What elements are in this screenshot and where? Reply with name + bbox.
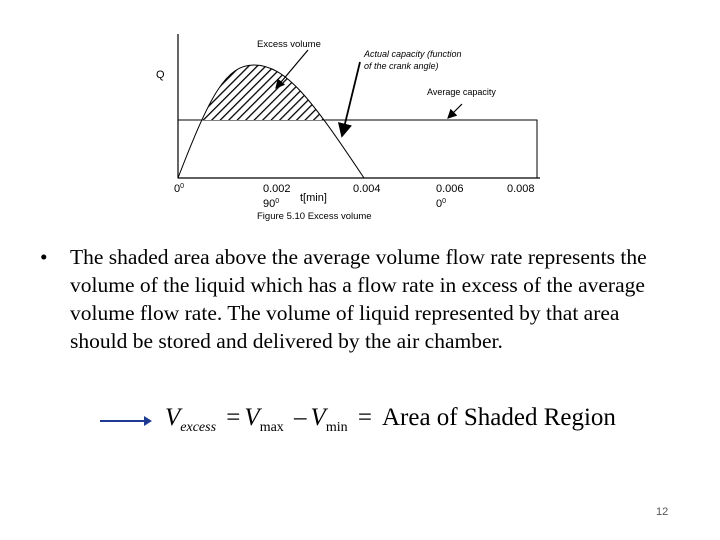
excess-volume-formula bbox=[100, 400, 660, 444]
tick-label-0.004: 0.004 bbox=[353, 183, 381, 195]
tick-label-0: $0^0$ bbox=[174, 183, 185, 195]
max-subscript: max bbox=[259, 420, 284, 435]
actual-capacity-label-line1: Actual capacity (function bbox=[364, 49, 462, 59]
excess-volume-figure bbox=[0, 0, 720, 240]
formula-expression bbox=[165, 404, 616, 436]
pointer-arrow-line bbox=[100, 420, 146, 422]
v-min-symbol: V bbox=[310, 404, 326, 431]
tick-sublabel-0: $0^0$ bbox=[436, 198, 447, 210]
average-capacity-box bbox=[178, 120, 537, 178]
excess-subscript: excess bbox=[180, 420, 217, 435]
page-number: 12 bbox=[656, 506, 669, 518]
tick-label-0.002: 0.002 bbox=[263, 183, 291, 195]
min-subscript: min bbox=[325, 420, 348, 435]
area-text: Area of Shaded Region bbox=[381, 404, 616, 431]
bullet-text: The shaded area above the average volume flow rate represents the volume of the liquid which has a flow rate in excess of the average volume flow rate. The volume of liquid represented by that area should be stored and delivered by the air chamber. bbox=[70, 245, 647, 353]
equals-sign-2: = bbox=[357, 404, 372, 431]
minus-sign: – bbox=[294, 404, 307, 431]
excess-volume-label: Excess volume bbox=[257, 39, 321, 50]
bullet-marker: • bbox=[40, 245, 48, 269]
tick-sublabel-90: $90^0$ bbox=[263, 198, 280, 210]
tick-label-0.006: 0.006 bbox=[436, 183, 464, 195]
actual-capacity-arrow bbox=[342, 62, 360, 136]
pointer-arrow-head bbox=[144, 416, 152, 426]
tick-label-0.008: 0.008 bbox=[507, 183, 535, 195]
actual-capacity-label-line2: of the crank angle) bbox=[364, 61, 439, 71]
x-axis-label: t[min] bbox=[300, 192, 327, 204]
bullet-paragraph bbox=[40, 243, 680, 355]
v-excess-symbol: V bbox=[165, 404, 181, 431]
average-capacity-label: Average capacity bbox=[427, 87, 496, 97]
equals-sign: = bbox=[226, 404, 241, 431]
average-capacity-arrow bbox=[448, 104, 462, 118]
y-axis-label: Q bbox=[156, 69, 165, 81]
v-max-symbol: V bbox=[244, 404, 260, 431]
figure-caption: Figure 5.10 Excess volume bbox=[257, 211, 372, 222]
